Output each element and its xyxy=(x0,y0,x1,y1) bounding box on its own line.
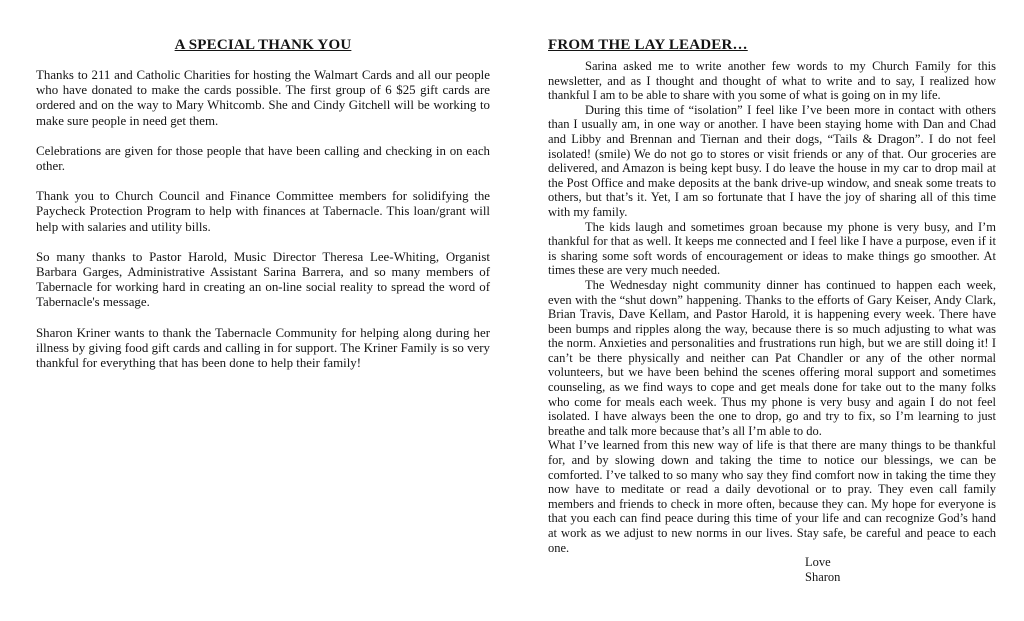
lay-leader-paragraph-1: Sarina asked me to write another few words to my Church Family for this newsletter, and as I thought and thought of what to write and to say, I realized how thankful I am to be able to share with you some of what is going on in my life. xyxy=(548,59,996,103)
lay-leader-paragraph-2: During this time of “isolation” I feel like I’ve been more in contact with others than I usually am, in one way or another. I have been staying home with Dan and Chad and Libby and Brennan and Tiernan and their dogs, “Tails & Dragon”. I do not feel isolated! (smile) We do not go to stores or visit friends or any of that. Our groceries are delivered, and Amazon is being kept busy. I do leave the house in my car to drop mail at the Post Office and make deposits at the bank drive-up window, and sneak some treats to others, but that’s it. Yet, I am so fortunate that I have the joy of sharing all of this time with my family. xyxy=(548,102,996,219)
thank-you-column xyxy=(36,30,490,611)
signature-sharon: Sharon xyxy=(805,569,841,584)
thank-you-paragraph-4: So many thanks to Pastor Harold, Music Director Theresa Lee-Whiting, Organist Barbara Garges, Administrative Assistant Sarina Barrera, and so many members of Tabernacle for working hard in creating an on-line social reality to spread the word of Tabernacle's message. xyxy=(36,249,490,310)
lay-leader-column xyxy=(548,30,996,611)
lay-leader-paragraph-5: What I’ve learned from this new way of life is that there are many things to be thankful for, and by slowing down and taking the time to notice our blessings, we can be comforted. I’ve talked to so many who say they find comfort now in taking the time they now have to meditate or read a daily devotional or to pray. They even call family members and friends to check in more often, because they can. My hope for everyone is that you each can find peace during this time of your life and can recognize God’s hand at work as we adjust to new norms in our lives. Stay safe, be careful and peace to each one. xyxy=(548,438,996,555)
lay-leader-heading: FROM THE LAY LEADER… xyxy=(548,37,748,53)
thank-you-paragraph-3: Thank you to Church Council and Finance Committee members for solidifying the Paycheck Protection Program to help with finances at Tabernacle. This loan/grant will help with salaries and utility bills. xyxy=(36,189,490,234)
signature-love: Love xyxy=(805,555,831,570)
thank-you-paragraph-2: Celebrations are given for those people that have been calling and checking in on each other. xyxy=(36,143,490,174)
lay-leader-paragraph-4: The Wednesday night community dinner has continued to happen each week, even with the “shut down” happening. Thanks to the efforts of Gary Keiser, Andy Clark, Brian Travis, Dave Kellam, and Pastor Harold, it is happening every week. There have been bumps and ripples along the way, because there is so much adjusting to what was the norm. Anxieties and personalities and frustrations run high, but we are still doing it! I can’t be there physically and neither can Pat Chandler or any of the other normal volunteers, but we have been behind the scenes offering moral support and sometimes counseling, as we find ways to cope and get meals done for take out to the many folks who come for meals each week. Thus my phone is very busy and again I do not feel isolated. I have always been the one to drop, go and try to fix, so I’m learning to just breathe and talk more because that’s all I’m able to do. xyxy=(548,277,996,438)
signature-block xyxy=(805,555,996,584)
lay-leader-paragraph-3: The kids laugh and sometimes groan because my phone is very busy, and I’m thankful for that as well. It keeps me connected and I feel like I have a purpose, even if it is sharing some soft words of encouragement or ideas to make things go smoother. At times these are very much needed. xyxy=(548,219,996,278)
thank-you-heading: A SPECIAL THANK YOU xyxy=(174,37,352,53)
thank-you-paragraph-1: Thanks to 211 and Catholic Charities for hosting the Walmart Cards and all our people who have donated to make the cards possible. The first group of 6 $25 gift cards are ordered and on the way to Mary Whitcomb. She and Cindy Gitchell will be working to make sure people in need get them. xyxy=(36,68,490,128)
thank-you-paragraph-5: Sharon Kriner wants to thank the Tabernacle Community for helping along during her illness by giving food gift cards and calling in for support. The Kriner Family is so very thankful for everything that has been done to help their family! xyxy=(36,325,490,371)
